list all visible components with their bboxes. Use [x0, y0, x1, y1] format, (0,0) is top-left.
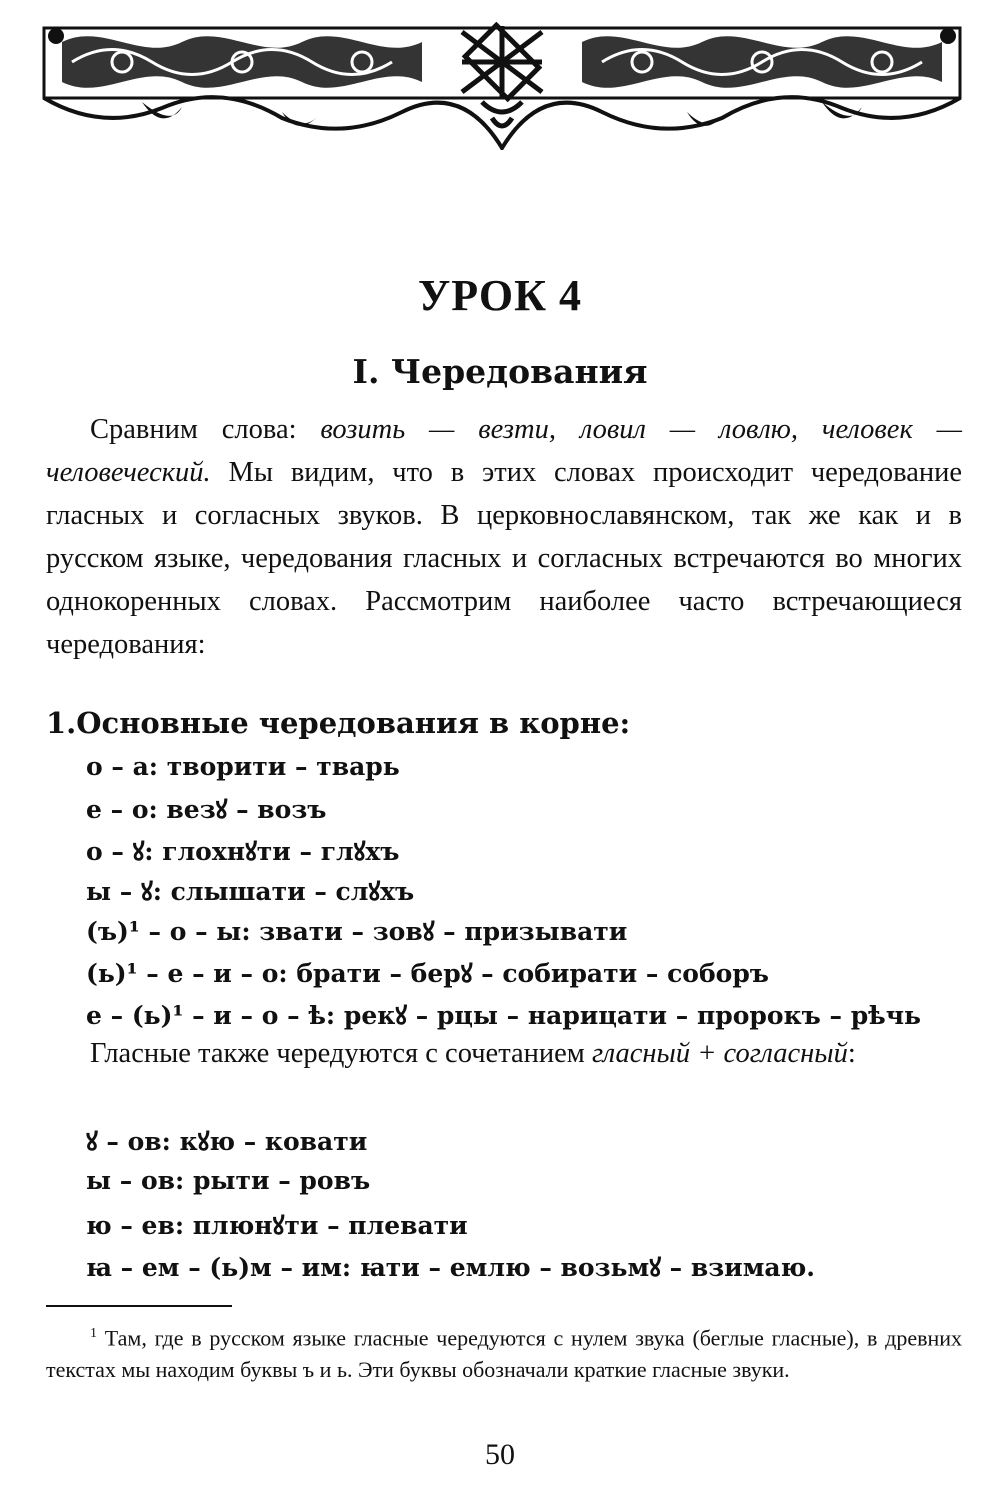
vowel-consonant-line: ы – ов: рыти – ровъ	[86, 1166, 371, 1195]
decorative-header-ornament	[42, 22, 962, 150]
alternation-line: е – (ь)¹ – и – о – ѣ: рекꙋ – рцы – нарицати – пророкъ – рѣчь	[86, 1001, 922, 1030]
alternation-line: (ь)¹ – е – и – о: брати – берꙋ – собирати – соборъ	[86, 959, 769, 988]
alternation-line: (ъ)¹ – о – ы: звати – зовꙋ – призывати	[86, 917, 628, 946]
alternation-line: о – а: творити – тварь	[86, 752, 400, 781]
vowel-consonant-paragraph	[46, 1032, 962, 1075]
intro-paragraph	[46, 408, 962, 666]
vowel-consonant-line: ꙋ – ов: кꙋю – ковати	[86, 1127, 368, 1156]
vowel-consonant-line: ю – ев: плюнꙋти – плевати	[86, 1211, 468, 1240]
intro-rest: Мы видим, что в этих словах происходит чередование гласных и согласных звуков. В церковнославянском, так же как и в русском языке, чередования гласных и согласных встречаются во многих однокоренных словах. Рассмотрим наиболее часто встречающиеся чередования:	[46, 457, 962, 660]
alternation-line: ы – ꙋ: слышати – слꙋхъ	[86, 877, 415, 906]
footnote-divider	[46, 1305, 232, 1307]
alternation-line: е – о: везꙋ – возъ	[86, 795, 327, 824]
section-title: I. Чередования	[352, 352, 648, 391]
vowel-consonant-italic: гласный + согласный	[591, 1038, 848, 1069]
lesson-title: УРОК 4	[417, 271, 583, 320]
footnote-text: Там, где в русском языке гласные чередуются с нулем звука (беглые гласные), в древних текстах мы находим буквы ъ и ь. Эти буквы обозначали краткие гласные звуки.	[46, 1325, 963, 1383]
page-number: 50	[485, 1438, 515, 1471]
intro-examples: возить — везти, ловил — ловлю, человек — человеческий.	[46, 414, 962, 488]
vowel-consonant-lead: Гласные также чередуются с сочетанием	[90, 1038, 592, 1069]
vowel-consonant-tail: :	[847, 1038, 856, 1069]
intro-lead: Сравним слова:	[90, 414, 321, 445]
alternation-line: о – ꙋ: глохнꙋти – глꙋхъ	[86, 837, 400, 866]
footnote	[46, 1318, 962, 1386]
root-alternations-title: 1.Основные чередования в корне:	[46, 706, 631, 740]
footnote-marker: 1	[90, 1326, 97, 1341]
vowel-consonant-line: ꙗ – ем – (ь)м – им: ꙗти – емлю – возьмꙋ – взимаю.	[86, 1253, 815, 1282]
